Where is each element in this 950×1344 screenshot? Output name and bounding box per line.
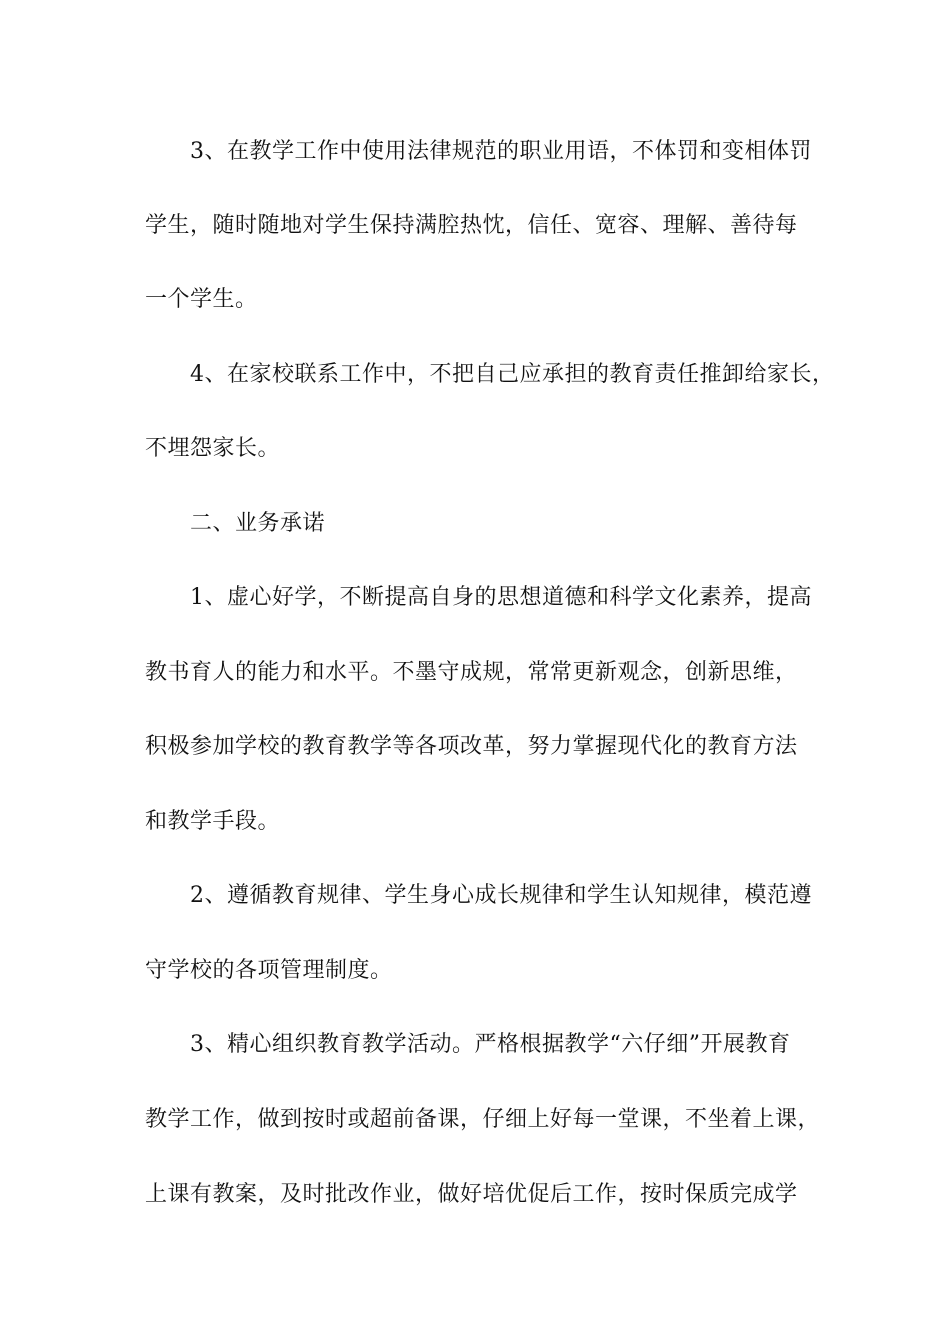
section-heading: 二、业务承诺	[190, 511, 326, 536]
text-line: 上课有教案，及时批改作业，做好培优促后工作，按时保质完成学	[145, 1182, 798, 1207]
text-line: 教学工作，做到按时或超前备课，仔细上好每一堂课，不坐着上课，	[145, 1107, 821, 1132]
text-line: 2、遵循教育规律、学生身心成长规律和学生认知规律，模范遵	[190, 883, 812, 908]
text-line: 3、精心组织教育教学活动。严格根据教学“六仔细”开展教育	[190, 1032, 791, 1057]
text-line: 学生，随时随地对学生保持满腔热忱，信任、宽容、理解、善待每	[145, 213, 798, 238]
text-line: 积极参加学校的教育教学等各项改革，努力掌握现代化的教育方法	[145, 734, 798, 759]
text-line: 和教学手段。	[145, 809, 281, 834]
text-line: 4、在家校联系工作中，不把自己应承担的教育责任推卸给家长，	[190, 362, 835, 387]
text-line: 教书育人的能力和水平。不墨守成规，常常更新观念，创新思维，	[145, 660, 798, 685]
text-line: 一个学生。	[145, 287, 258, 312]
text-line: 不埋怨家长。	[145, 436, 281, 461]
text-line: 3、在教学工作中使用法律规范的职业用语，不体罚和变相体罚	[190, 139, 812, 164]
text-line: 1、虚心好学，不断提高自身的思想道德和科学文化素养，提高	[190, 585, 812, 610]
text-line: 守学校的各项管理制度。	[145, 958, 393, 983]
